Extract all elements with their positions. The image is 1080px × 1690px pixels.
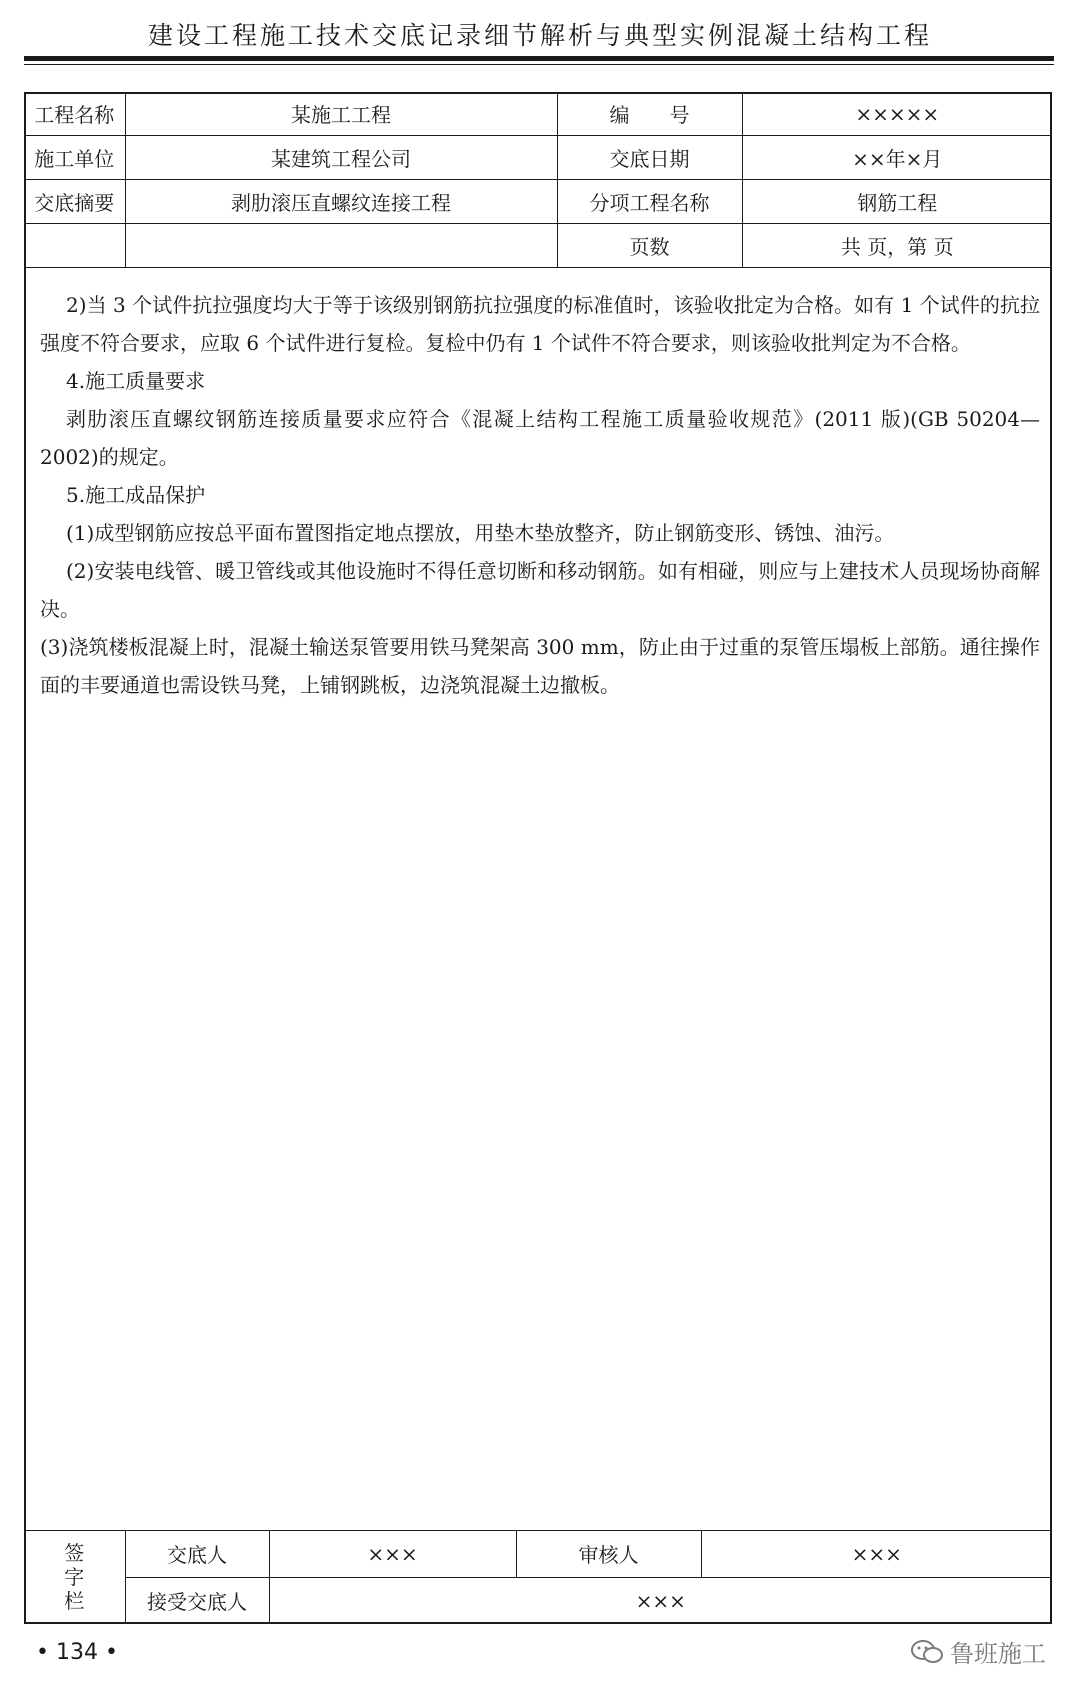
- section-heading: 5.施工成品保护: [66, 483, 206, 507]
- value-summary: 剥肋滚压直螺纹连接工程: [125, 180, 557, 224]
- running-header: 建设工程施工技术交底记录细节解析与典型实例混凝土结构工程: [147, 21, 932, 50]
- watermark-text: 鲁班施工: [950, 1640, 1046, 1668]
- value-construction-unit: 某建筑工程公司: [125, 136, 557, 180]
- value-subitem-name: 钢筋工程: [742, 180, 1052, 224]
- label-discloser: 交底人: [125, 1530, 269, 1577]
- value-page-count: 共 页，第 页: [742, 224, 1052, 268]
- signature-table: [24, 1530, 1052, 1625]
- label-summary: 交底摘要: [24, 180, 125, 224]
- label-receiver: 接受交底人: [125, 1577, 269, 1624]
- header-rule-thin: [24, 64, 1054, 65]
- value-discloser: ×××: [269, 1530, 516, 1577]
- value-disclosure-date: ××年×月: [742, 136, 1052, 180]
- section-heading: 4.施工质量要求: [66, 369, 206, 393]
- signature-column-label: [24, 1530, 125, 1624]
- disclosure-content: [40, 286, 1040, 704]
- table-row: [24, 92, 1052, 136]
- label-construction-unit: 施工单位: [24, 136, 125, 180]
- label-disclosure-date: 交底日期: [557, 136, 742, 180]
- value-project-name: 某施工工程: [125, 92, 557, 136]
- watermark: [910, 1634, 1046, 1669]
- signature-label-char: 字: [64, 1564, 85, 1589]
- paragraph: 剥肋滚压直螺纹钢筋连接质量要求应符合《混凝上结构工程施工质量验收规范》(2011 版)(GB 50204—2002)的规定。: [40, 407, 1040, 469]
- header-rule-thick: [24, 56, 1054, 61]
- label-page-count: 页数: [557, 224, 742, 268]
- paragraph: (2)安装电线管、暖卫管线或其他设施时不得任意切断和移动钢筋。如有相碰，则应与上建技术人员现场协商解决。: [40, 559, 1040, 621]
- signature-label-char: 栏: [64, 1588, 85, 1613]
- label-project-name: 工程名称: [24, 92, 125, 136]
- table-row: [24, 136, 1052, 180]
- chat-bubble-icon: [910, 1638, 944, 1666]
- page-number: • 134 •: [36, 1640, 118, 1665]
- table-row: [24, 1530, 1052, 1577]
- form-frame: [24, 92, 1052, 1624]
- label-subitem-name: 分项工程名称: [557, 180, 742, 224]
- label-reviewer: 审核人: [516, 1530, 701, 1577]
- value-receiver: ×××: [269, 1577, 1052, 1624]
- empty-cell: [24, 224, 125, 268]
- table-row: [24, 224, 1052, 268]
- signature-label-char: 签: [64, 1540, 85, 1565]
- empty-cell: [125, 224, 557, 268]
- value-reviewer: ×××: [701, 1530, 1052, 1577]
- label-serial-number: 编 号: [557, 92, 742, 136]
- paragraph: (1)成型钢筋应按总平面布置图指定地点摆放，用垫木垫放整齐，防止钢筋变形、锈蚀、油污。: [66, 521, 895, 545]
- table-row: [24, 180, 1052, 224]
- header-table: [24, 92, 1052, 268]
- value-serial-number: ×××××: [742, 92, 1052, 136]
- paragraph: 2)当 3 个试件抗拉强度均大于等于该级别钢筋抗拉强度的标准值时，该验收批定为合格。如有 1 个试件的抗拉强度不符合要求，应取 6 个试件进行复检。复检中仍有 1 个试件不符合要求，则该验收批判定为不合格。: [40, 293, 1040, 355]
- table-row: [24, 1577, 1052, 1624]
- paragraph: (3)浇筑楼板混凝上时，混凝土输送泵管要用铁马凳架高 300 mm，防止由于过重的泵管压塌板上部筋。通往操作面的丰要通道也需设铁马凳，上铺钢跳板，边浇筑混凝土边撤板。: [40, 635, 1040, 697]
